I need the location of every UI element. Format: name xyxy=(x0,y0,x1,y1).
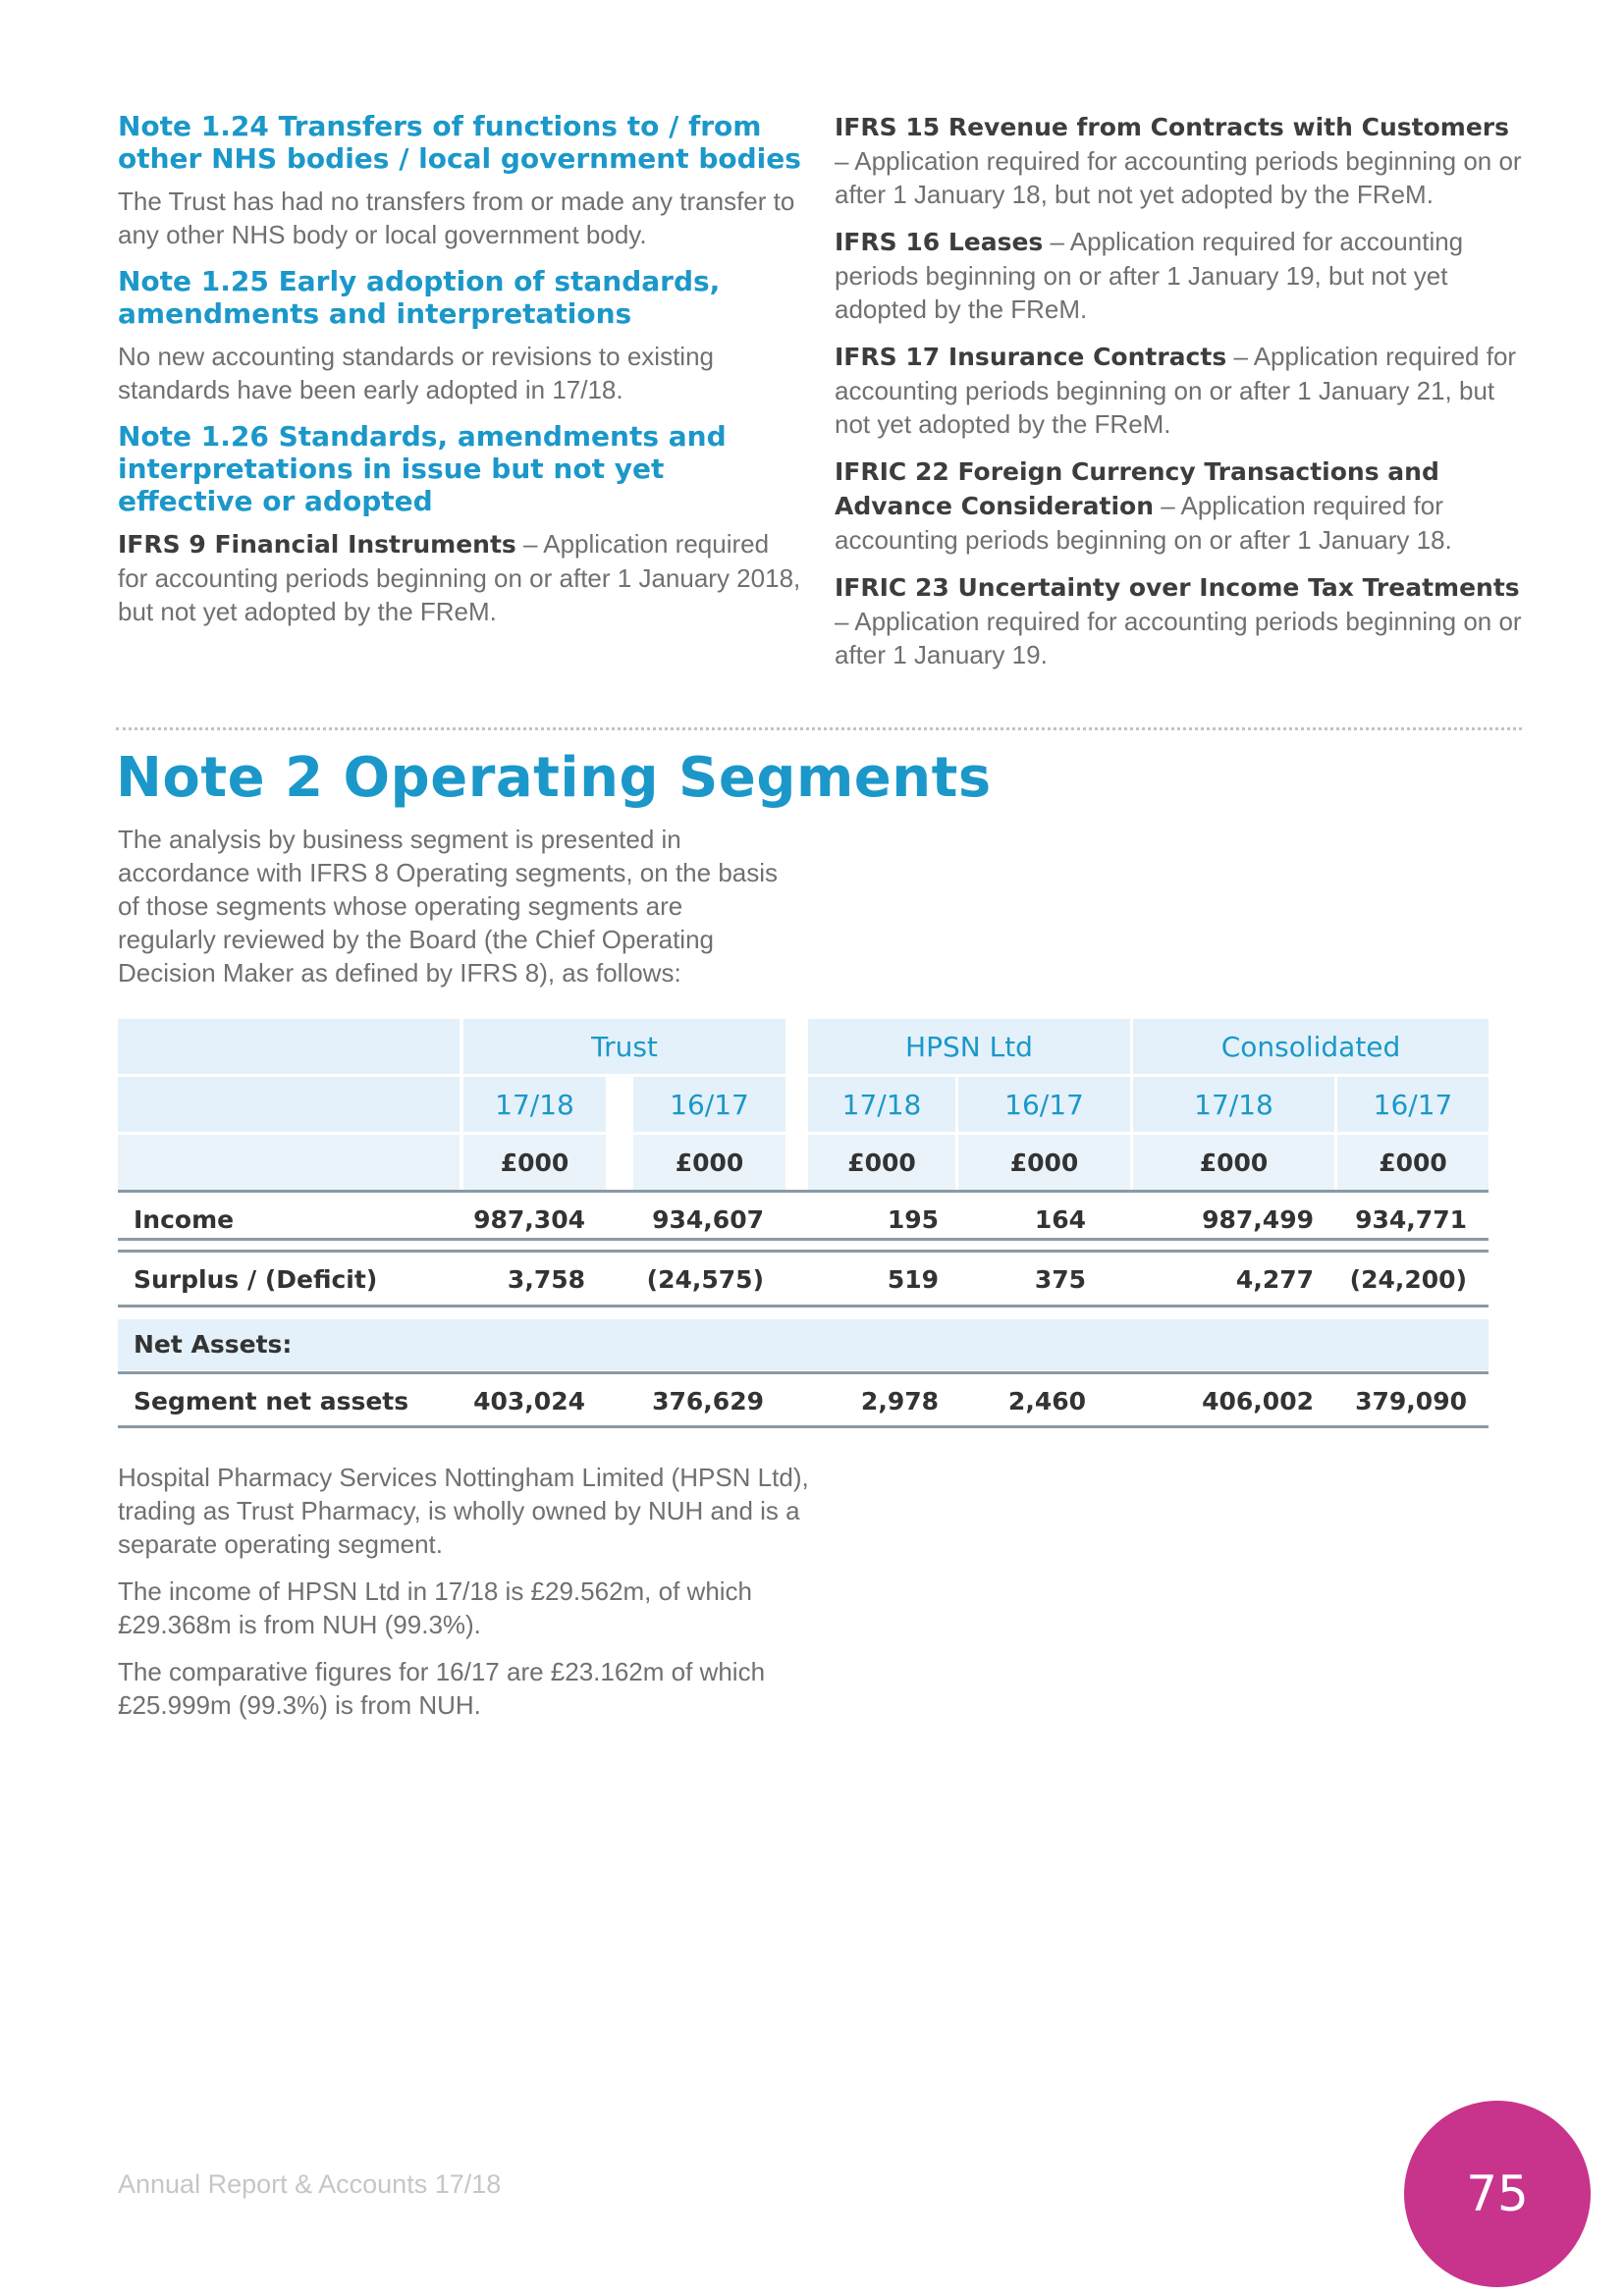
year-trust-1617: 16/17 xyxy=(633,1077,785,1132)
ifrs9-title: IFRS 9 Financial Instruments xyxy=(118,530,516,559)
hpsn-note-2: The income of HPSN Ltd in 17/18 is £29.562m, of which £29.368m is from NUH (99.3%). xyxy=(118,1576,753,1639)
footer-text: Annual Report & Accounts 17/18 xyxy=(118,2169,502,2199)
row-label-income: Income xyxy=(134,1205,235,1234)
group-consolidated: Consolidated xyxy=(1133,1019,1489,1074)
year-cons-1617: 16/17 xyxy=(1337,1077,1489,1132)
year-blank xyxy=(118,1077,460,1132)
note-1-24-body: The Trust has had no transfers from or made any transfer to any other NHS body or local government body. xyxy=(118,187,795,249)
table-rule xyxy=(118,1305,1489,1308)
cell: 195 xyxy=(887,1205,939,1234)
cell: 934,771 xyxy=(1355,1205,1467,1234)
group-header-row xyxy=(118,1019,1489,1074)
net-assets-label: Net Assets: xyxy=(134,1330,293,1359)
unit-3: £000 xyxy=(808,1135,955,1190)
unit-4: £000 xyxy=(958,1135,1130,1190)
hpsn-note-1: Hospital Pharmacy Services Nottingham Limited (HPSN Ltd), trading as Trust Pharmacy, is wholly owned by NUH and is a separate operating segment. xyxy=(118,1463,809,1559)
cell: 2,978 xyxy=(860,1387,939,1415)
ifric23-title: IFRIC 23 Uncertainty over Income Tax Treatments xyxy=(835,573,1520,602)
ifrs15-text: – Application required for accounting periods beginning on or after 1 January 18, but not yet adopted by the FReM. xyxy=(835,146,1522,209)
cell: 987,499 xyxy=(1202,1205,1314,1234)
cell: 403,024 xyxy=(473,1387,585,1415)
note-2-intro: The analysis by business segment is presented in accordance with IFRS 8 Operating segments, on the basis of those segments whose operating segments are regularly reviewed by the Board (the Chief Operating Decision Maker as defined by IFRS 8), as follows: xyxy=(118,825,779,988)
unit-6: £000 xyxy=(1337,1135,1489,1190)
cell: 406,002 xyxy=(1202,1387,1314,1415)
table-rule xyxy=(118,1425,1489,1428)
ifric22-title: IFRIC 22 Foreign Currency Transactions and Advance Consideration xyxy=(835,457,1439,520)
cell: (24,200) xyxy=(1349,1265,1467,1294)
left-column xyxy=(118,110,805,642)
ifrs17-title: IFRS 17 Insurance Contracts xyxy=(835,343,1227,371)
unit-1: £000 xyxy=(463,1135,606,1190)
right-column xyxy=(835,110,1522,685)
cell: 376,629 xyxy=(652,1387,764,1415)
ifric23-text: – Application required for accounting periods beginning on or after 1 January 19. xyxy=(835,607,1522,669)
ifrs17-text: – Application required for accounting periods beginning on or after 1 January 21, but not yet adopted by the FReM. xyxy=(835,342,1517,439)
ifrs9-text: – Application required for accounting periods beginning on or after 1 January 2018, but not yet adopted by the FReM. xyxy=(118,529,801,626)
year-hpsn-1617: 16/17 xyxy=(958,1077,1130,1132)
cell: 934,607 xyxy=(652,1205,764,1234)
unit-header-row xyxy=(118,1135,1489,1190)
dotted-divider xyxy=(116,727,1522,730)
note-1-25-heading: Note 1.25 Early adoption of standards, amendments and interpretations xyxy=(118,265,721,330)
year-cons-1718: 17/18 xyxy=(1133,1077,1334,1132)
table-row xyxy=(118,1253,1489,1308)
cell: 4,277 xyxy=(1235,1265,1314,1294)
note-2-title: Note 2 Operating Segments xyxy=(116,746,992,810)
row-label-surplus: Surplus / (Deficit) xyxy=(134,1265,378,1294)
year-trust-1718: 17/18 xyxy=(463,1077,606,1132)
ifrs9-paragraph xyxy=(118,527,805,628)
ifrs16-text: – Application required for accounting periods beginning on or after 1 January 19, but not yet adopted by the FReM. xyxy=(835,227,1464,324)
group-hpsn: HPSN Ltd xyxy=(808,1019,1130,1074)
ifric22-text: – Application required for accounting periods beginning on or after 1 January 18. xyxy=(835,491,1452,555)
ifric22-paragraph xyxy=(835,454,1522,557)
page-number: 75 xyxy=(1466,2165,1529,2222)
year-hpsn-1718: 17/18 xyxy=(808,1077,955,1132)
page-number-badge xyxy=(1404,2101,1591,2287)
hpsn-notes xyxy=(118,1461,825,1735)
table-row xyxy=(118,1374,1489,1429)
unit-blank xyxy=(118,1135,460,1190)
cell: 3,758 xyxy=(507,1265,585,1294)
row-label-segment-net-assets: Segment net assets xyxy=(134,1387,409,1415)
ifric23-paragraph xyxy=(835,570,1522,671)
cell: (24,575) xyxy=(646,1265,764,1294)
hpsn-note-3: The comparative figures for 16/17 are £23.162m of which £25.999m (99.3%) is from NUH. xyxy=(118,1657,766,1720)
cell: 164 xyxy=(1034,1205,1086,1234)
cell: 379,090 xyxy=(1355,1387,1467,1415)
table-rule xyxy=(118,1238,1489,1241)
cell: 375 xyxy=(1034,1265,1086,1294)
net-assets-header xyxy=(118,1317,1489,1372)
ifrs15-paragraph xyxy=(835,110,1522,211)
cell: 519 xyxy=(887,1265,939,1294)
group-trust: Trust xyxy=(463,1019,785,1074)
unit-2: £000 xyxy=(633,1135,785,1190)
cell: 2,460 xyxy=(1007,1387,1086,1415)
note-1-24-heading: Note 1.24 Transfers of functions to / from other NHS bodies / local government bodies xyxy=(118,110,801,175)
note-1-26-heading: Note 1.26 Standards, amendments and interpretations in issue but not yet effective or adopted xyxy=(118,420,727,517)
ifrs16-paragraph xyxy=(835,225,1522,326)
ifrs17-paragraph xyxy=(835,340,1522,441)
ifrs16-title: IFRS 16 Leases xyxy=(835,228,1044,256)
year-header-row xyxy=(118,1077,1489,1132)
unit-5: £000 xyxy=(1133,1135,1334,1190)
note-1-25-body: No new accounting standards or revisions to existing standards have been early adopted in 17/18. xyxy=(118,342,714,404)
header-blank xyxy=(118,1019,460,1074)
cell: 987,304 xyxy=(473,1205,585,1234)
ifrs15-title: IFRS 15 Revenue from Contracts with Customers xyxy=(835,113,1509,141)
